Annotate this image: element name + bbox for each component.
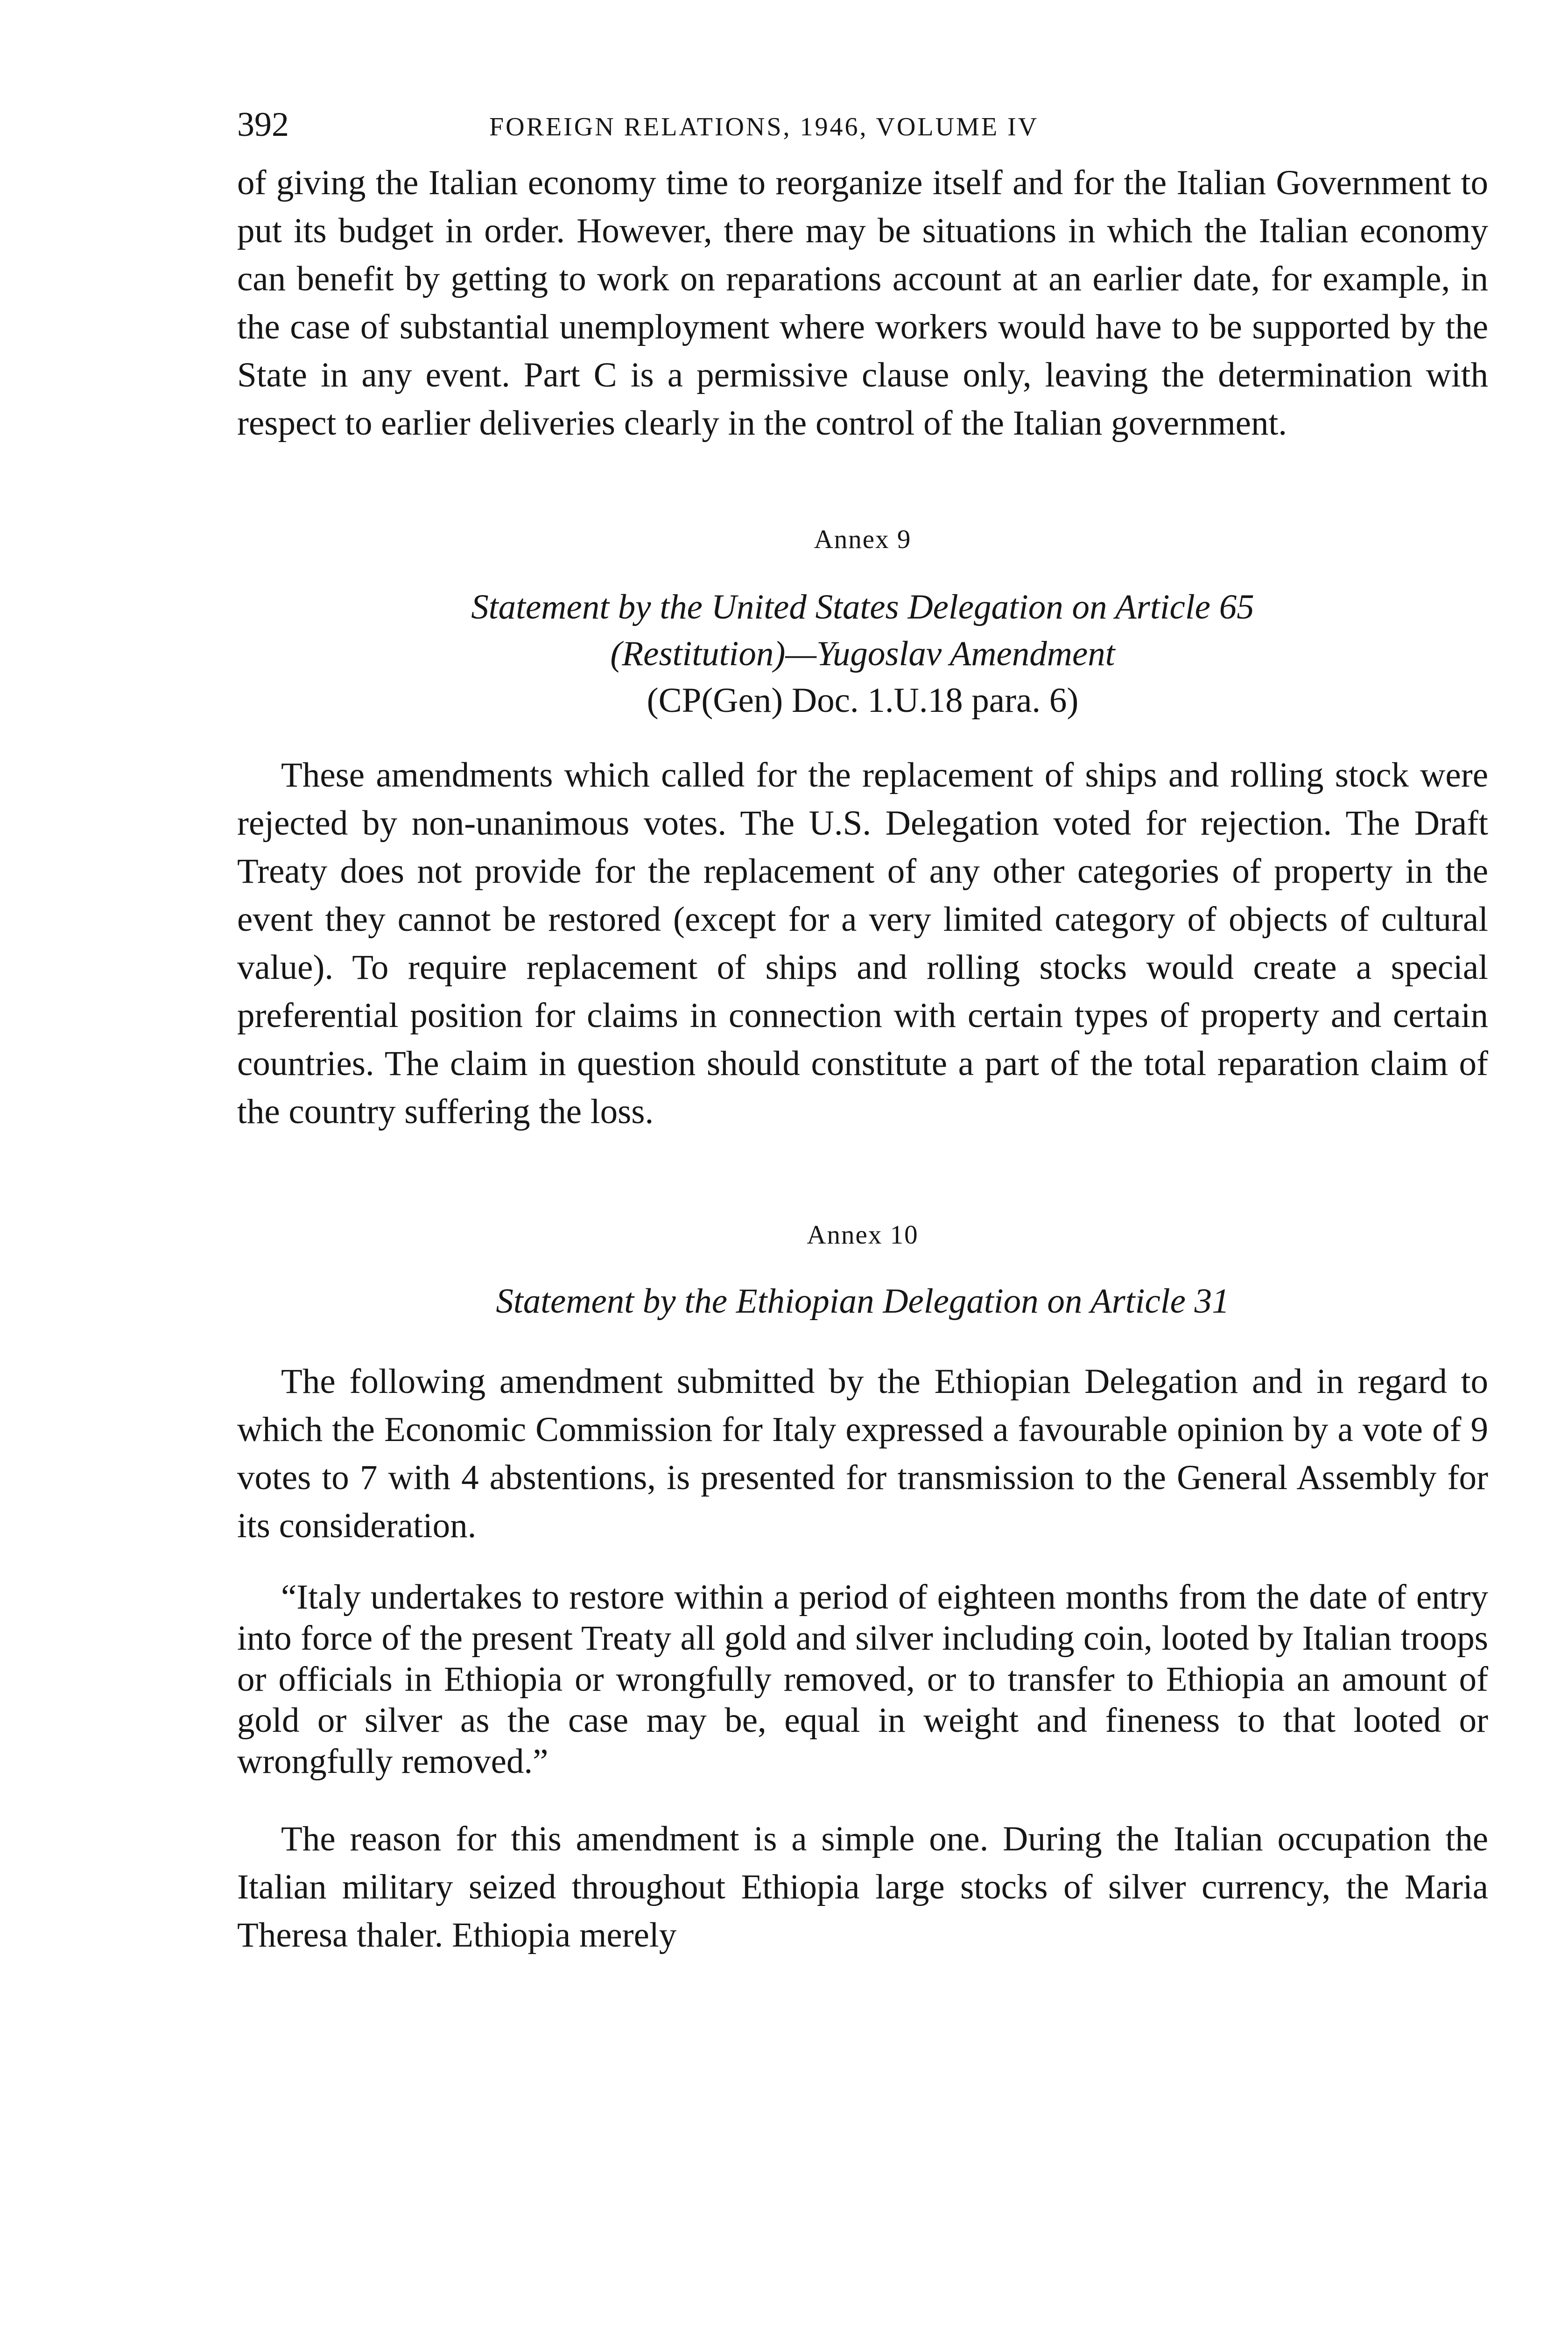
page-header [237, 107, 1488, 159]
annex-10-intro: The following amendment submitted by the Ethiopian Delegation and in regard to which the Economic Commission for Italy expressed a favourable opinion by a vote of 9 votes to 7 with 4 abstentions, is presented for transmission to the General Assembly for its consideration. [237, 1362, 1488, 1545]
annex-9-title-line1: Statement by the United States Delegation on Article 65 [471, 588, 1254, 626]
running-title: FOREIGN RELATIONS, 1946, VOLUME IV [489, 112, 1039, 141]
annex-10-reason: The reason for this amendment is a simple one. During the Italian occupation the Italian military seized throughout Ethiopia large stocks of silver currency, the Maria Theresa thaler. Ethiopia merely [237, 1820, 1488, 1954]
document-page [237, 107, 1488, 1959]
annex-9-label: Annex 9 [814, 525, 912, 554]
annex-10-title: Statement by the Ethiopian Delegation on Article 31 [496, 1282, 1230, 1321]
annex-9-title-line2: (Restitution)—Yugoslav Amendment [610, 634, 1115, 673]
page-number: 392 [237, 105, 289, 144]
annex-9-citation: (CP(Gen) Doc. 1.U.18 para. 6) [647, 681, 1079, 720]
annex-9-body: These amendments which called for the replacement of ships and rolling stock were rejected by non-unanimous votes. The U.S. Delegation voted for rejection. The Draft Treaty does not provide for the replacement of any other categories of property in the event they cannot be restored (except for a very limited category of objects of cultural value). To require replacement of ships and rolling stocks would create a special preferential position for claims in connection with certain types of property and certain countries. The claim in question should constitute a part of the total reparation claim of the country suffering the loss. [237, 756, 1488, 1131]
annex-9-title [237, 584, 1488, 724]
continuation-paragraph: of giving the Italian economy time to reorganize itself and for the Italian Government to put its budget in order. However, there may be situations in which the Italian economy can benefit by getting to work on reparations account at an earlier date, for example, in the case of substantial unemployment where workers would have to be supported by the State in any event. Part C is a permissive clause only, leaving the determination with respect to earlier deliveries clearly in the control of the Italian government. [237, 163, 1488, 443]
annex-10-quoted-amendment: “Italy undertakes to restore within a period of eighteen months from the date of entry into force of the present Treaty all gold and silver including coin, looted by Italian troops or officials in Ethiopia or wrongfully removed, or to transfer to Ethiopia an amount of gold or silver as the case may be, equal in weight and fineness to that looted or wrongfully removed.” [237, 1578, 1488, 1781]
annex-10-label: Annex 10 [807, 1220, 919, 1250]
